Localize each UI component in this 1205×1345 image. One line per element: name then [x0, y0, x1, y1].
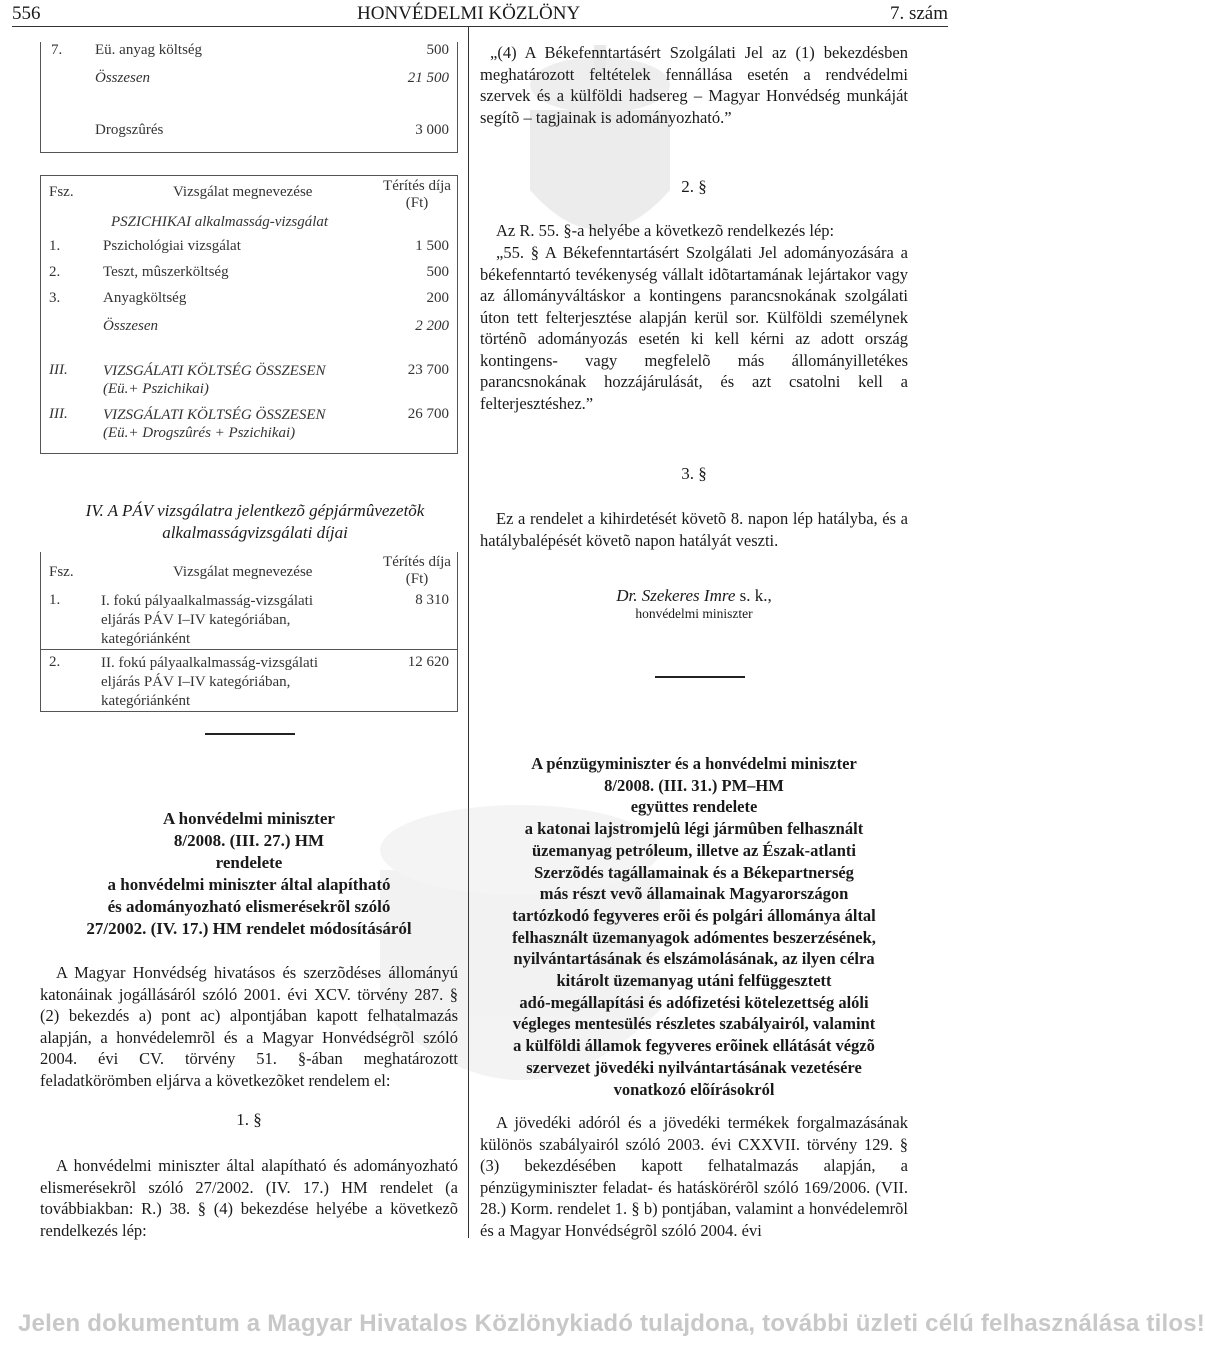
signature	[480, 586, 908, 606]
separator-rule	[205, 733, 295, 735]
signer-name: Dr. Szekeres Imre	[616, 586, 736, 605]
psych-cost-table	[40, 175, 458, 454]
section-1-heading: 1. §	[236, 1110, 262, 1129]
title-line: Szerzõdés tagállamainak és a Békepartnerség	[534, 862, 854, 882]
section-heading: PSZICHIKAI alkalmasság-vizsgálat	[111, 213, 329, 230]
ownership-notice: Jelen dokumentum a Magyar Hivatalos Közlönykiadó tulajdona, további üzleti célú felhasználása tilos!	[18, 1310, 1205, 1337]
row-label: Drogszûrés	[95, 122, 164, 138]
col-header-name: Vizsgálat megnevezése	[173, 564, 313, 580]
row-label: VIZSGÁLATI KÖLTSÉG ÖSSZESEN (Eü.+ Drogszûrés + Pszichikai)	[103, 406, 326, 441]
row-value: 3 000	[415, 122, 449, 138]
title-line: rendelete	[215, 853, 283, 872]
row-number: 2.	[49, 654, 61, 670]
hm-decree-preamble: A Magyar Honvédség hivatásos és szerzõdéses állományú katonáinak jogállásáról szóló 2001. évi XCV. törvény 287. § (2) bekezdés a) pont ac) alpontjában kapott felhatalmazás alapján, a honvédelemrõl és a Magyar Honvédségrõl szóló 2004. évi CV. törvény 51. §-ában meghatározott feladatkörömben eljárva a következõket rendelem el:	[40, 963, 458, 1090]
title-line: 8/2008. (III. 31.) PM–HM	[604, 775, 784, 795]
hm-decree-title	[40, 808, 458, 940]
row-value: 26 700	[407, 405, 449, 422]
journal-title: HONVÉDELMI KÖZLÖNY	[357, 3, 581, 24]
title-line: és adományozható elismerésekrõl szóló	[107, 897, 391, 916]
title-line: szervezet jövedéki nyilvántartásának vezetésére	[526, 1057, 862, 1077]
title-line: adó-megállapítási és adófizetési kötelezettség alóli	[519, 992, 869, 1012]
title-line: A honvédelmi miniszter	[163, 809, 335, 828]
row-label: Pszichológiai vizsgálat	[103, 237, 241, 254]
title-line: végleges mentesülés részletes szabályairól, valamint	[512, 1014, 876, 1034]
row-value: 8 310	[415, 592, 449, 608]
section-3-heading: 3. §	[681, 464, 707, 483]
row-label: Összesen	[95, 70, 150, 86]
section-iv-title: IV. A PÁV vizsgálatra jelentkezõ gépjármûvezetõk alkalmasságvizsgálati díjai	[85, 501, 425, 542]
row-label: I. fokú pályaalkalmasság-vizsgálati eljárás PÁV I–IV kategóriában, kategóriánként	[101, 593, 314, 647]
row-number: 1.	[49, 237, 61, 254]
col-header-fee: Térítés díja (Ft)	[383, 554, 451, 587]
row-label: Összesen	[103, 317, 158, 334]
title-line: a honvédelmi miniszter által alapítható	[107, 875, 391, 894]
row-label: Anyagköltség	[103, 289, 187, 306]
separator-rule	[655, 676, 745, 678]
issue-number: 7. szám	[889, 3, 948, 24]
title-line: nyilvántartásának és elszámolásának, az ilyen célra	[513, 949, 875, 969]
title-line: 27/2002. (IV. 17.) HM rendelet módosításáról	[86, 919, 412, 938]
title-line: A pénzügyminiszter és a honvédelmi miniszter	[531, 754, 857, 773]
title-line: a külföldi államok fegyveres erõinek ellátását végzõ	[513, 1036, 875, 1056]
row-label: II. fokú pályaalkalmasság-vizsgálati eljárás PÁV I–IV kategóriában, kategóriánként	[101, 655, 319, 709]
page-header	[12, 0, 948, 27]
row-label: VIZSGÁLATI KÖLTSÉG ÖSSZESEN (Eü.+ Pszichikai)	[103, 362, 326, 397]
row-number: 3.	[49, 289, 61, 306]
row-number: III.	[49, 405, 68, 422]
title-line: együttes rendelete	[630, 797, 758, 817]
pav-fee-table	[40, 552, 458, 712]
col-header-fee: Térítés díja (Ft)	[383, 178, 451, 211]
row-value: 500	[426, 263, 449, 280]
row-number: 1.	[49, 592, 61, 608]
pm-hm-decree-title	[476, 753, 912, 1100]
row-number: 7.	[51, 42, 63, 58]
section-3-body: Ez a rendelet a kihirdetését követõ 8. napon lép hatályba, és a hatálybalépését követõ napon hatályát veszti.	[480, 509, 908, 550]
title-line: kitárolt üzemanyag utáni felfüggesztett	[556, 971, 832, 991]
title-line: 8/2008. (III. 27.) HM	[173, 831, 325, 850]
row-value: 12 620	[407, 654, 449, 670]
row-value: 2 200	[415, 317, 449, 334]
section-2-intro: Az R. 55. §-a helyébe a következõ rendelkezés lép:	[496, 221, 835, 240]
section-1-body: A honvédelmi miniszter által alapítható és adományozható elismerésekrõl szóló 27/2002. (IV. 17.) HM rendelet (a továbbiakban: R.) 38. § (4) bekezdése helyébe a következõ rendelkezés lép:	[40, 1156, 458, 1240]
section-2-body: „55. § A Békefenntartásért Szolgálati Jel adományozására a békefenntartó tevékenység vállalt idõtartamának lejártakor vagy az állományváltáskor a kontingens parancsnokának szolgálati úton tett felterjesztése alapján kerül sor. Külföldi személynek történõ adományozás esetén ki kell kérni az adott ország kontingens- vagy megfelelõ más állományilletékes parancsnokának hozzájárulását, és azt csatolni kell a felterjesztéshez.”	[480, 243, 908, 413]
page-number: 556	[12, 3, 41, 24]
title-line: üzemanyag petróleum, illetve az Észak-atlanti	[532, 840, 856, 860]
row-label: Eü. anyag költség	[95, 42, 203, 58]
pm-hm-decree-preamble: A jövedéki adóról és a jövedéki termékek forgalmazásának különös szabályairól szóló 2003. évi CXXVII. törvény 129. § (3) bekezdésében kapott felhatalmazás alapján, a pénzügyminiszter feladat- és hatáskörérõl szóló 169/2006. (VII. 28.) Korm. rendelet 1. § b) pontjában, valamint a honvédelemrõl és a Magyar Honvédségrõl szóló 2004. évi	[480, 1113, 908, 1240]
title-line: felhasznált üzemanyagok adómentes beszerzésének,	[512, 927, 876, 947]
row-value: 500	[426, 42, 449, 58]
row-value: 23 700	[407, 361, 449, 378]
row-label: Teszt, mûszerköltség	[103, 263, 229, 280]
cost-table-1	[40, 42, 458, 153]
col-header-no: Fsz.	[49, 184, 74, 200]
signer-title: honvédelmi miniszter	[635, 606, 753, 621]
row-value: 200	[426, 289, 449, 306]
title-line: vonatkozó elõírásokról	[613, 1079, 775, 1099]
title-line: tartózkodó fegyveres erõi és polgári állománya által	[512, 905, 876, 925]
title-line: más részt vevõ államainak Magyarországon	[539, 884, 849, 904]
row-number: III.	[49, 361, 68, 378]
paragraph-4: „(4) A Békefenntartásért Szolgálati Jel az (1) bekezdésben meghatározott feltételek fennállása esetén a rendvédelmi szervek és a külföldi hadsereg – Magyar Honvédség munkáját segítõ – tagjainak is adományozható.”	[480, 43, 908, 127]
col-header-no: Fsz.	[49, 564, 74, 580]
col-header-name: Vizsgálat megnevezése	[173, 184, 313, 200]
row-number: 2.	[49, 263, 61, 280]
row-value: 1 500	[415, 237, 449, 254]
section-2-heading: 2. §	[681, 177, 707, 196]
signer-suffix: s. k.,	[735, 586, 772, 605]
row-value: 21 500	[407, 70, 449, 86]
title-line: a katonai lajstromjelû légi jármûben felhasznált	[524, 819, 864, 839]
